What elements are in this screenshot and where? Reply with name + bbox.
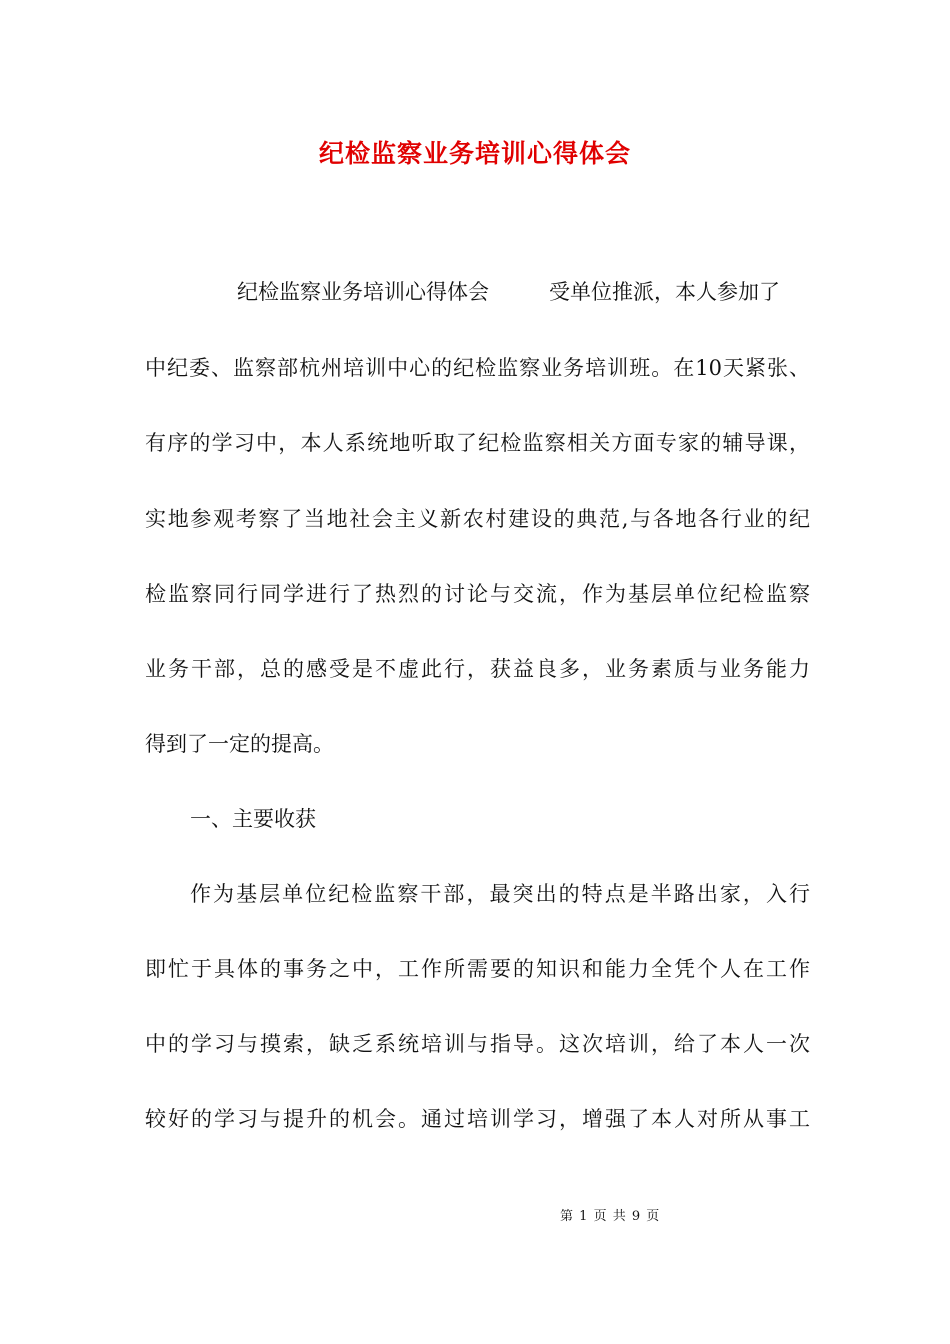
inline-heading: 纪检监察业务培训心得体会 [237,280,489,304]
paragraph-line-4: 实地参观考察了当地社会主义新农村建设的典范,与各地各行业的纪 [145,507,810,531]
page-footer [560,1208,660,1226]
paragraph-line-11: 中的学习与摸索，缺乏系统培训与指导。这次培训，给了本人一次 [145,1032,810,1056]
paragraph-line-2: 中纪委、监察部杭州培训中心的纪检监察业务培训班。在10天紧张、 [145,356,810,380]
paragraph-line-5: 检监察同行同学进行了热烈的讨论与交流，作为基层单位纪检监察 [145,582,810,606]
paragraph-line-1 [237,276,817,308]
footer-total-pages: 9 [631,1209,642,1224]
document-title: 纪检监察业务培训心得体会 [318,139,631,168]
paragraph-line-6: 业务干部，总的感受是不虚此行，获益良多，业务素质与业务能力 [145,657,810,681]
paragraph-line-3: 有序的学习中，本人系统地听取了纪检监察相关方面专家的辅导课， [145,431,810,455]
paragraph-line-10: 即忙于具体的事务之中，工作所需要的知识和能力全凭个人在工作 [145,957,810,981]
footer-prefix: 第 [560,1209,575,1224]
footer-suffix: 页 [646,1209,661,1224]
paragraph-line-12: 较好的学习与提升的机会。通过培训学习，增强了本人对所从事工 [145,1107,810,1131]
paragraph-line-7: 得到了一定的提高。 [145,732,334,756]
footer-mid: 页 共 [593,1209,627,1224]
paragraph-line-9: 作为基层单位纪检监察干部，最突出的特点是半路出家，入行 [190,882,810,906]
inline-text: 受单位推派，本人参加了 [549,280,780,304]
section-heading: 一、主要收获 [190,807,316,831]
footer-page-number: 1 [579,1209,589,1224]
